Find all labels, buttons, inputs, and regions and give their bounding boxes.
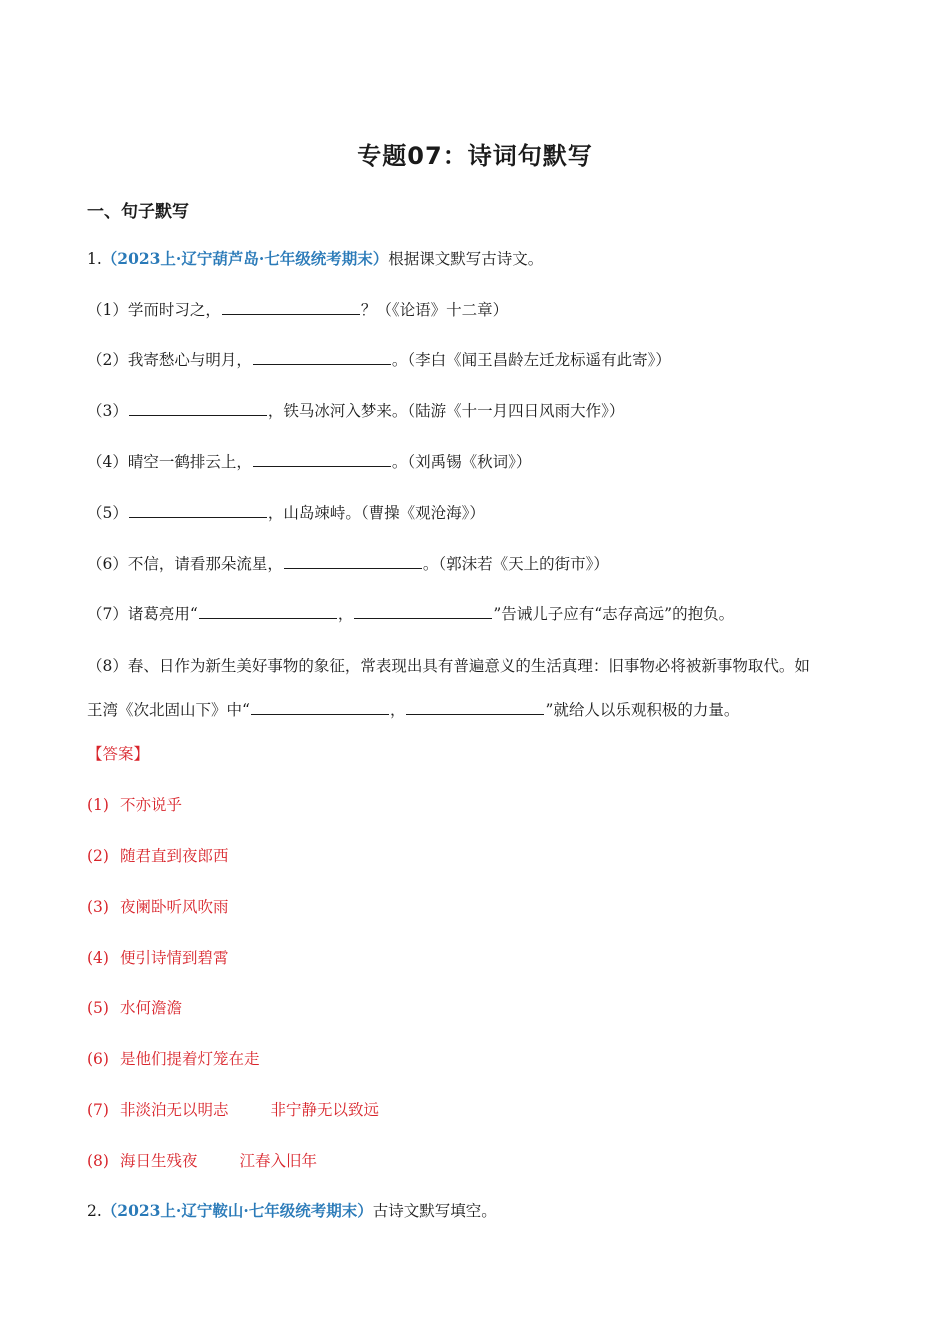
item-number: （8） [87, 657, 128, 675]
item-text: ， [389, 701, 406, 719]
answer-7 [87, 1099, 379, 1121]
item-text: ，铁马冰河入梦来。（陆游《十一月四日风雨大作》） [267, 402, 625, 420]
item-8-line-1 [87, 643, 867, 689]
question-source: （2023上·辽宁鞍山·七年级统考期末） [101, 1201, 373, 1220]
item-number: （1） [87, 301, 128, 319]
answer-blank[interactable] [251, 700, 389, 715]
answer-1 [87, 794, 182, 816]
item-text: 。（李白《闻王昌龄左迁龙标遥有此寄》） [391, 351, 671, 369]
question-item-6 [87, 553, 609, 575]
answer-2 [87, 845, 229, 867]
answer-text: 随君直到夜郎西 [120, 847, 229, 865]
question-item-7 [87, 603, 734, 625]
answer-text: 江春入旧年 [239, 1152, 318, 1170]
item-text: 我寄愁心与明月， [127, 351, 252, 369]
question-item-5 [87, 502, 485, 524]
question-source: （2023上·辽宁葫芦岛·七年级统考期末） [101, 249, 389, 268]
answer-text: 不亦说乎 [120, 796, 183, 814]
item-text: ，山岛竦峙。（曹操《观沧海》） [267, 504, 485, 522]
answer-number: (4) [87, 949, 109, 967]
item-text: 王湾《次北固山下》中“ [87, 701, 250, 719]
question-number: 1. [87, 250, 102, 268]
item-text: 学而时习之， [127, 301, 221, 319]
item-text: 晴空一鹤排云上， [127, 453, 252, 471]
answer-5 [87, 997, 182, 1019]
question-item-3 [87, 400, 624, 422]
answer-text: 夜阑卧听风吹雨 [120, 898, 229, 916]
section-heading: 一、句子默写 [87, 202, 189, 222]
answer-text: 是他们提着灯笼在走 [120, 1050, 260, 1068]
answer-blank[interactable] [222, 300, 360, 315]
answer-3 [87, 896, 229, 918]
answer-8 [87, 1150, 317, 1172]
item-number: （4） [87, 453, 128, 471]
answer-blank[interactable] [253, 350, 391, 365]
item-text: ”告诫儿子应有“志存高远”的抱负。 [493, 605, 735, 623]
item-text: 。（刘禹锡《秋词》） [391, 453, 532, 471]
item-text: 不信，请看那朵流星， [127, 555, 283, 573]
question-item-8 [87, 643, 867, 733]
answer-blank[interactable] [354, 604, 492, 619]
item-text: ， [337, 605, 354, 623]
question-instruction: 根据课文默写古诗文。 [388, 250, 544, 268]
answer-number: (6) [87, 1050, 109, 1068]
question-instruction: 古诗文默写填空。 [372, 1202, 497, 1220]
answer-number: (2) [87, 847, 109, 865]
answer-blank[interactable] [129, 401, 267, 416]
answer-label: 【答案】 [87, 745, 150, 763]
answer-text: 海日生残夜 [120, 1152, 198, 1170]
answer-number: (5) [87, 999, 109, 1017]
item-8-line-2 [87, 687, 867, 733]
answer-number: (8) [87, 1152, 109, 1170]
answer-text: 非淡泊无以明志 [120, 1101, 229, 1119]
item-text: 春、日作为新生美好事物的象征，常表现出具有普遍意义的生活真理：旧事物必将被新事物取代。如 [127, 657, 810, 675]
page-title: 专题07：诗词句默写 [357, 142, 593, 170]
answer-blank[interactable] [406, 700, 544, 715]
answer-blank[interactable] [129, 503, 267, 518]
answer-6 [87, 1048, 260, 1070]
item-text: 诸葛亮用“ [127, 605, 198, 623]
answer-blank[interactable] [253, 452, 391, 467]
answer-number: (3) [87, 898, 109, 916]
question-item-2 [87, 349, 671, 371]
item-number: （7） [87, 605, 128, 623]
item-text: ？（《论语》十二章） [360, 301, 509, 319]
answer-text: 非宁静无以致远 [270, 1101, 380, 1119]
item-number: （6） [87, 555, 128, 573]
answer-number: (7) [87, 1101, 109, 1119]
item-number: （3） [87, 402, 128, 420]
answer-4 [87, 947, 229, 969]
question-number: 2. [87, 1202, 102, 1220]
question-item-1 [87, 299, 508, 321]
item-number: （2） [87, 351, 128, 369]
question-item-4 [87, 451, 531, 473]
answer-blank[interactable] [199, 604, 337, 619]
answer-text: 便引诗情到碧霄 [120, 949, 229, 967]
item-text: ”就给人以乐观积极的力量。 [545, 701, 740, 719]
answer-text: 水何澹澹 [120, 999, 183, 1017]
question-2-header [87, 1200, 497, 1222]
item-text: 。（郭沫若《天上的街市》） [422, 555, 609, 573]
question-1-header [87, 248, 543, 270]
answer-blank[interactable] [284, 554, 422, 569]
item-number: （5） [87, 504, 128, 522]
answer-number: (1) [87, 796, 109, 814]
